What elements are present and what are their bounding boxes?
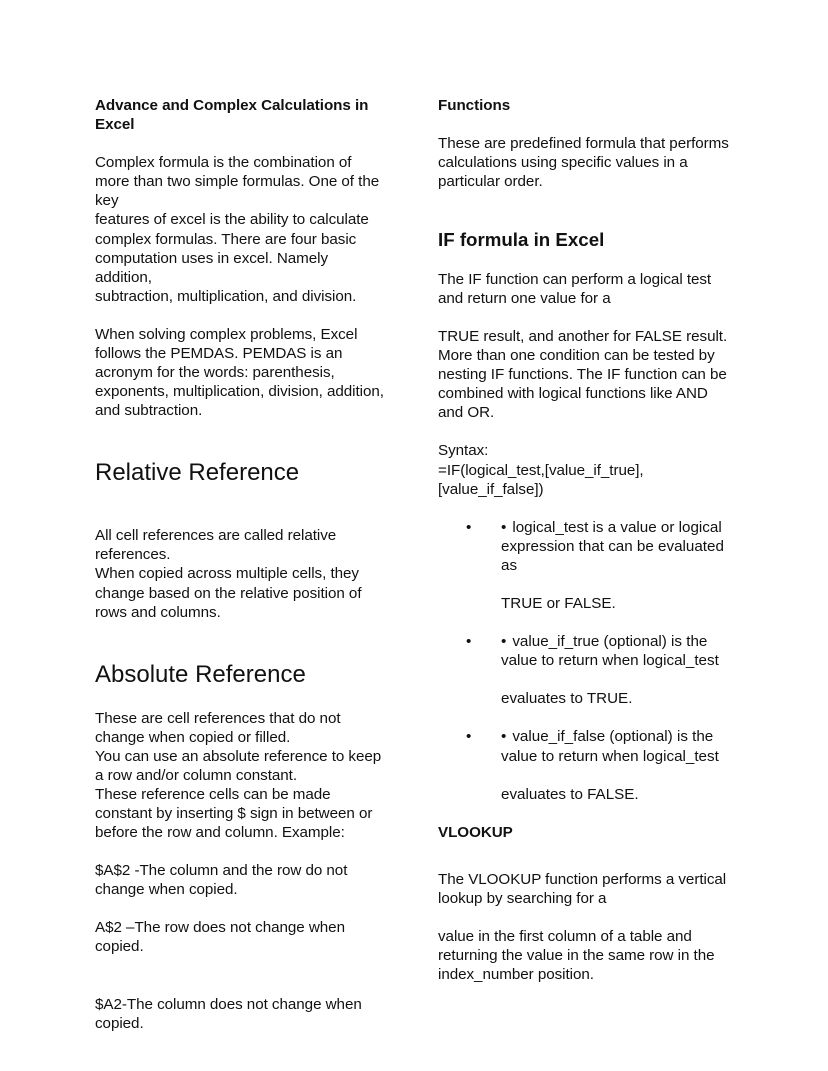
spacer <box>438 804 734 823</box>
paragraph-pemdas: When solving complex problems, Excel follows the PEMDAS. PEMDAS is an acronym for the words: parenthesis, exponents, multiplication, division, addition, and subtraction. <box>95 325 384 420</box>
spacer <box>95 134 388 153</box>
spacer <box>438 191 734 210</box>
list-item-text <box>501 727 734 765</box>
paragraph-absolute-1: These are cell references that do not change when copied or filled. <box>95 709 341 746</box>
list-item-label: logical_test is a value or logical expression that can be evaluated as <box>501 518 724 574</box>
paragraph-relative-1: All cell references are called relative references. <box>95 527 337 564</box>
heading-functions: Functions <box>438 97 511 114</box>
paragraph-if-1: The IF function can perform a logical test and return one value for a <box>438 270 712 307</box>
bullet-marker-icon: • <box>466 728 472 746</box>
paragraph-vlookup-2: value in the first column of a table and returning the value in the same row in the index_number position. <box>438 927 715 984</box>
spacer <box>438 308 734 327</box>
paragraph-example-absolute-both: $A$2 -The column and the row do not change when copied. <box>95 862 348 899</box>
spacer <box>438 861 734 870</box>
spacer <box>438 908 734 927</box>
spacer <box>95 306 388 325</box>
paragraph-example-absolute-row: A$2 –The row does not change when copied. <box>95 919 345 956</box>
paragraph-complex-formula-4: subtraction, multiplication, and division. <box>95 287 357 305</box>
right-column <box>438 96 734 984</box>
list-item <box>438 727 734 803</box>
spacer <box>438 499 734 518</box>
list-spacer <box>438 613 734 632</box>
bullet-marker-icon: • <box>466 633 472 651</box>
paragraph-functions-definition: These are predefined formula that performs calculations using specific values in a particular order. <box>438 135 729 191</box>
list-item <box>438 632 734 708</box>
paragraph-example-absolute-column: $A2-The column does not change when copied. <box>95 995 362 1032</box>
list-item-label: value_if_true (optional) is the value to return when logical_test <box>501 633 719 670</box>
list-spacer <box>438 708 734 727</box>
paragraph-if-2: TRUE result, and another for FALSE result. More than one condition can be tested by nesting IF functions. The IF function can be combined with logical functions like AND and OR. <box>438 328 728 422</box>
paragraph-complex-formula-2: features of excel is the ability to calculate <box>95 211 369 229</box>
spacer <box>95 420 388 439</box>
inner-bullet-icon: • <box>501 518 507 536</box>
paragraph-relative-2: When copied across multiple cells, they change based on the relative position of rows and columns. <box>95 565 362 621</box>
bullet-marker-icon: • <box>466 518 472 536</box>
list-item-text <box>501 518 734 575</box>
spacer <box>95 976 388 995</box>
list-item-label: value_if_false (optional) is the value to return when logical_test <box>501 728 719 765</box>
paragraph-vlookup-1: The VLOOKUP function performs a vertical lookup by searching for a <box>438 870 727 907</box>
paragraph-syntax-label: Syntax: <box>438 442 489 460</box>
paragraph-absolute-2: You can use an absolute reference to keep a row and/or column constant. <box>95 747 382 784</box>
heading-vlookup: VLOOKUP <box>438 823 513 841</box>
heading-absolute-reference: Absolute Reference <box>95 660 306 688</box>
heading-if-formula: IF formula in Excel <box>438 229 605 251</box>
spacer <box>95 507 388 526</box>
if-arguments-list <box>438 518 734 804</box>
list-item <box>438 518 734 613</box>
spacer <box>95 957 388 976</box>
list-item-subtext: TRUE or FALSE. <box>501 595 616 613</box>
heading-relative-reference: Relative Reference <box>95 459 300 487</box>
left-column <box>95 96 388 1033</box>
paragraph-complex-formula-1: Complex formula is the combination of more than two simple formulas. One of the key <box>95 154 380 210</box>
two-column-layout <box>95 96 735 1033</box>
spacer <box>95 842 388 861</box>
spacer <box>438 842 734 861</box>
list-item-subtext: evaluates to FALSE. <box>501 785 639 803</box>
spacer <box>438 115 734 134</box>
spacer <box>438 422 734 441</box>
inner-bullet-icon: • <box>501 633 507 651</box>
page-title: Advance and Complex Calculations in Excel <box>95 97 369 134</box>
spacer <box>95 899 388 918</box>
spacer <box>95 622 388 641</box>
paragraph-absolute-3: These reference cells can be made constant by inserting $ sign in between or before the row and column. Example: <box>95 785 373 842</box>
paragraph-complex-formula-3: complex formulas. There are four basic computation uses in excel. Namely addition, <box>95 230 357 286</box>
list-item-subtext: evaluates to TRUE. <box>501 690 633 708</box>
list-item-text <box>501 632 734 670</box>
inner-bullet-icon: • <box>501 728 507 746</box>
paragraph-syntax-formula: =IF(logical_test,[value_if_true],[value_if_false]) <box>438 461 644 498</box>
